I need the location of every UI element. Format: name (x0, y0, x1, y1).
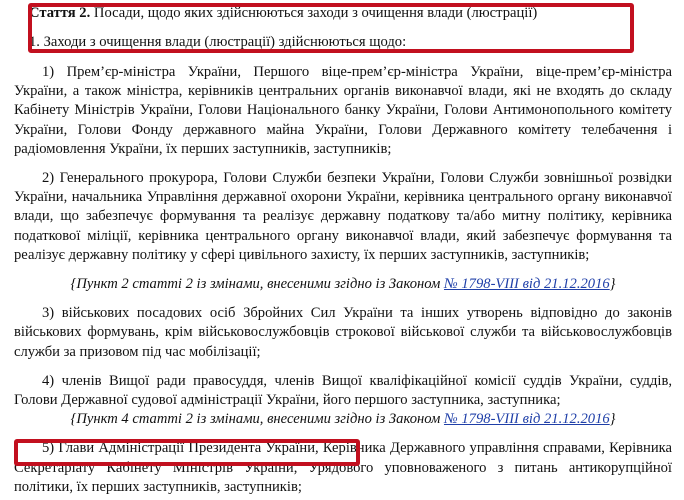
document-body (14, 2, 672, 497)
list-item-5-highlighted: 5) Глави Адміністрації Президента України, (42, 440, 319, 457)
law-link-1[interactable]: № 1798-VIII від 21.12.2016 (443, 276, 610, 293)
amendment-note-1-end: } (609, 276, 616, 293)
list-item-3: 3) військових посадових осіб Збройних Сил України та інших утворень відповідно до законів військових формувань, крім військовослужбовців строкової військової служби та військовослужбовців служби за призовом під час мобілізації; (14, 305, 672, 360)
article-title-text: Посади, щодо яких здійснюються заходи з очищення влади (люстрації) (90, 5, 538, 21)
list-item-1: 1) Прем’єр-міністра України, Першого віце-прем’єр-міністра України, віце-прем’єр-міністра України, а також міністра, керівників центральних органів виконавчої влади, які не входять до складу Кабінету Міністрів України, Голови Національного банку України, Голови Антимонопольного комітету України, Голови Фонду державного майна України, Голови Державного комітету телебачення і радіомовлення України, їх перших заступників, заступників; (14, 64, 672, 157)
list-item-2: 2) Генерального прокурора, Голови Служби безпеки України, Голови Служби зовнішньої розвідки України, начальника Управління державної охорони України, керівника центрального органу виконавчої влади, що забезпечує формування та реалізує державну податкову та/або митну політику, керівника податкової міліції, керівника центрального органу виконавчої влади, який забезпечує формування та реалізує державну політику у сфері цивільного захисту, їх перших заступників, заступників; (14, 170, 672, 263)
amendment-note-2-text: {Пункт 4 статті 2 із змінами, внесеними згідно із Законом (70, 411, 444, 428)
article-number: Стаття 2. (29, 5, 91, 21)
amendment-note-2 (14, 410, 672, 429)
law-link-2[interactable]: № 1798-VIII від 21.12.2016 (443, 411, 610, 428)
list-item-5 (14, 439, 672, 497)
amendment-note-1 (14, 275, 672, 294)
amendment-note-2-end: } (609, 411, 616, 428)
article-part-1: 1. Заходи з очищення влади (люстрації) здійснюються щодо: (29, 34, 407, 51)
list-item-4: 4) членів Вищої ради правосуддя, членів Вищої кваліфікаційної комісії суддів України, суддів, Голови Державної судової адміністрації України, його першого заступника, заступника; (14, 372, 672, 409)
list-item-5-rest: Керівника Державного управління справами, Керівника Секретаріату Кабінету Міністрів України, Урядового уповноваженого з питань антикорупційної політики, їх перших заступників, заступників; (14, 440, 672, 495)
amendment-note-1-text: {Пункт 2 статті 2 із змінами, внесеними згідно із Законом (70, 276, 444, 293)
